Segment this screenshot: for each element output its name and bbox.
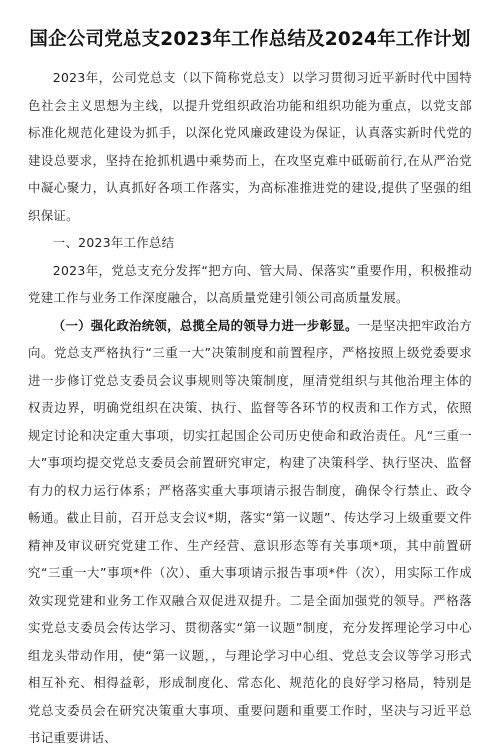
section-heading-2023-summary: 一、2023年工作总结	[52, 235, 175, 250]
intro-paragraph: 2023年，公司党总支（以下简称党总支）以学习贯彻习近平新时代中国特色社会主义思想为主线，以提升党组织政治功能和组织功能为重点，以党支部标准化规范化建设为抓手，以深化党风廉政建设为保证，认真落实新时代党的建设总要求，坚持在抢抓机遇中乘势而上，在攻坚克难中砥砺前行,在从严治党中凝心聚力，认真抓好各项工作落实，为高标准推进党的建设,提供了坚强的组织保证。	[28, 70, 472, 223]
subsection-body-political-leadership: 一是坚决把牢政治方向。党总支严格执行“三重一大”决策制度和前置程序，严格按照上级党委要求进一步修订党总支委员会议事规则等决策制度，厘清党组织与其他治理主体的权责边界，明确党组织在决策、执行、监督等各环节的权责和工作方式，依照规定讨论和决定重大事项，切实扛起国企公司历史使命和政治责任。凡“三重一大”事项均提交党总支委员会前置研究审定，构建了决策科学、执行坚决、监督有力的权力运行体系；严格落实重大事项请示报告制度，确保令行禁止、政令畅通。截止目前，召开总支会议*期，落实“第一议题”、传达学习上级重要文件精神及审议研究党建工作、生产经营、意识形态等有关事项*项，其中前置研究“三重一大”事项*件（次）、重大事项请示报告事项*件（次），用实际工作成效实现党建和业务工作双融合双促进双提升。二是全面加强党的领导。严格落实党总支委员会传达学习、贯彻落实“第一议题”制度，充分发挥理论学习中心组龙头带动作用，使“第一议题，，与理论学习中心组、党总支会议等学习形式相互补充、相得益彰，形成制度化、常态化、规范化的良好学习格局，特别是党总支委员会在研究决策重大事项、重要问题和重要工作时，坚决与习近平总书记重要讲话、	[28, 317, 473, 745]
subsection-heading-political-leadership: （一）强化政治统领，总揽全局的领导力进一步彰显。	[52, 317, 358, 333]
section-intro-paragraph: 2023年，党总支充分发挥“把方向、管大局、保落实”重要作用，积极推动党建工作与业务工作深度融合，以高质量党建引领公司高质量发展。	[28, 262, 472, 305]
document-title: 国企公司党总支2023年工作总结及2024年工作计划	[29, 29, 471, 50]
subsection-paragraph-political-leadership	[28, 312, 472, 752]
